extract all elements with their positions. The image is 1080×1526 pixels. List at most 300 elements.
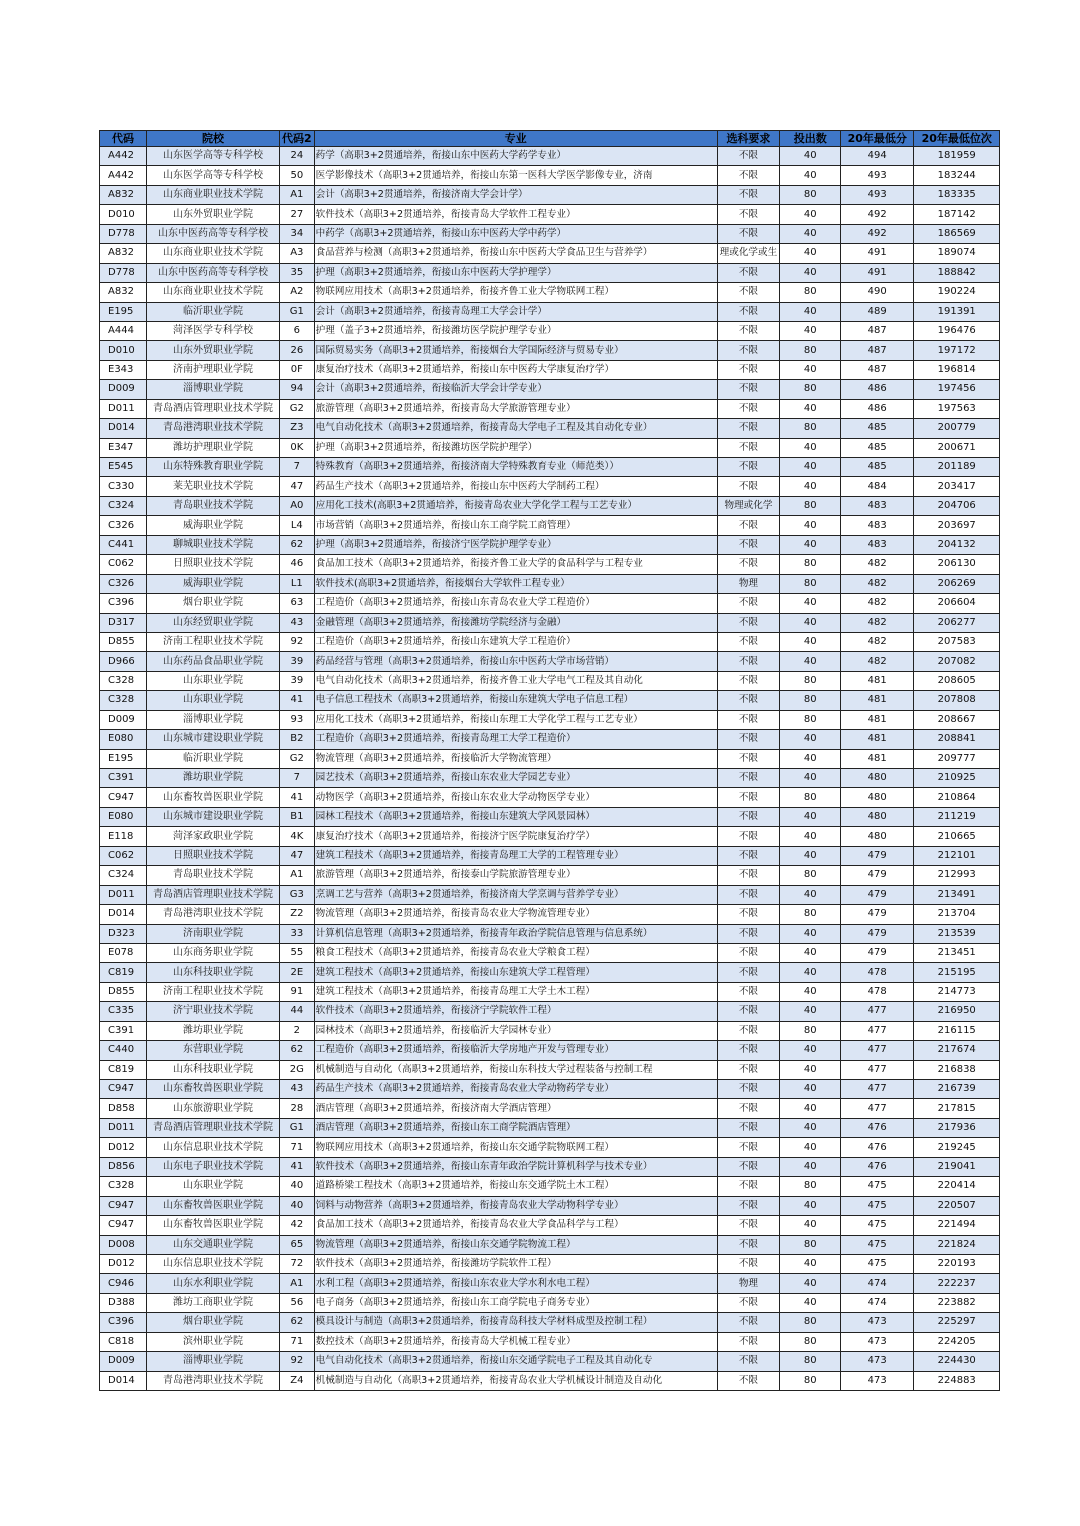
header-school: 院校 [147,131,280,147]
cell-code2: G2 [280,749,315,768]
cell-major: 药学（高职3+2贯通培养，衔接山东中医药大学药学专业） [314,147,717,166]
cell-code: D009 [100,1352,147,1371]
cell-code2: 62 [280,535,315,554]
cell-code2: 7 [280,458,315,477]
cell-code: C946 [100,1274,147,1293]
table-row [100,477,1000,496]
table-row [100,1138,1000,1157]
cell-major: 工程造价（高职3+2贯通培养，衔接山东建筑大学工程造价） [314,632,717,651]
cell-code2: B2 [280,730,315,749]
cell-code: D011 [100,399,147,418]
cell-subject-requirement: 不限 [717,1254,780,1273]
cell-min-rank: 207082 [914,652,1000,671]
header-code2: 代码2 [280,131,315,147]
cell-subject-requirement: 不限 [717,1293,780,1312]
table-row [100,574,1000,593]
cell-min-score: 478 [841,982,914,1001]
cell-code2: 46 [280,555,315,574]
cell-major: 物流管理（高职3+2贯通培养，衔接临沂大学物流管理） [314,749,717,768]
cell-code: C324 [100,866,147,885]
cell-school: 青岛职业技术学院 [147,866,280,885]
table-body [100,147,1000,1391]
cell-min-rank: 208605 [914,671,1000,690]
cell-min-rank: 221494 [914,1216,1000,1235]
cell-min-rank: 206277 [914,613,1000,632]
table-row [100,1080,1000,1099]
cell-quota: 40 [780,516,841,535]
cell-major: 电气自动化技术（高职3+2贯通培养，衔接山东交通学院电子工程及其自动化专 [314,1352,717,1371]
cell-code2: 4K [280,827,315,846]
cell-school: 滨州职业学院 [147,1332,280,1351]
cell-school: 日照职业技术学院 [147,555,280,574]
cell-quota: 80 [780,1313,841,1332]
cell-min-score: 487 [841,321,914,340]
cell-quota: 40 [780,1041,841,1060]
cell-min-rank: 212993 [914,866,1000,885]
cell-school: 青岛港湾职业技术学院 [147,1371,280,1390]
cell-quota: 80 [780,555,841,574]
cell-major: 酒店管理（高职3+2贯通培养，衔接济南大学酒店管理） [314,1099,717,1118]
cell-school: 青岛酒店管理职业技术学院 [147,399,280,418]
cell-min-rank: 224430 [914,1352,1000,1371]
cell-major: 建筑工程技术（高职3+2贯通培养，衔接山东建筑大学工程管理） [314,963,717,982]
cell-subject-requirement: 不限 [717,1196,780,1215]
cell-quota: 40 [780,613,841,632]
cell-school: 山东科技职业学院 [147,1060,280,1079]
cell-subject-requirement: 不限 [717,1235,780,1254]
table-row [100,846,1000,865]
cell-school: 山东中医药高等专科学校 [147,263,280,282]
cell-subject-requirement: 不限 [717,283,780,302]
cell-quota: 40 [780,438,841,457]
cell-min-rank: 188842 [914,263,1000,282]
cell-quota: 80 [780,283,841,302]
cell-code2: 41 [280,1157,315,1176]
cell-min-rank: 213704 [914,905,1000,924]
cell-school: 淄博职业学院 [147,710,280,729]
cell-min-score: 473 [841,1352,914,1371]
cell-code: A442 [100,147,147,166]
cell-school: 山东畜牧兽医职业学院 [147,1080,280,1099]
table-row [100,1254,1000,1273]
table-row [100,399,1000,418]
cell-code: C391 [100,769,147,788]
cell-min-score: 482 [841,574,914,593]
table-row [100,1216,1000,1235]
cell-school: 山东商务职业学院 [147,943,280,962]
cell-subject-requirement: 不限 [717,555,780,574]
cell-code2: A1 [280,866,315,885]
cell-code: A832 [100,185,147,204]
cell-quota: 80 [780,671,841,690]
cell-school: 山东信息职业技术学院 [147,1254,280,1273]
cell-code2: A0 [280,496,315,515]
cell-subject-requirement: 不限 [717,1002,780,1021]
cell-school: 青岛港湾职业技术学院 [147,419,280,438]
cell-quota: 40 [780,982,841,1001]
table-row [100,419,1000,438]
cell-code: D014 [100,419,147,438]
cell-code2: B1 [280,807,315,826]
cell-min-score: 484 [841,477,914,496]
cell-school: 济南职业学院 [147,924,280,943]
cell-subject-requirement: 不限 [717,1041,780,1060]
cell-school: 山东外贸职业学院 [147,205,280,224]
cell-min-score: 491 [841,263,914,282]
cell-school: 烟台职业学院 [147,1313,280,1332]
cell-code: C391 [100,1021,147,1040]
cell-major: 计算机信息管理（高职3+2贯通培养，衔接青年政治学院信息管理与信息系统） [314,924,717,943]
cell-quota: 80 [780,1177,841,1196]
cell-school: 威海职业学院 [147,516,280,535]
cell-subject-requirement: 不限 [717,769,780,788]
cell-major: 建筑工程技术（高职3+2贯通培养，衔接青岛理工大学的工程管理专业） [314,846,717,865]
cell-code: D323 [100,924,147,943]
cell-major: 物流管理（高职3+2贯通培养，衔接青岛农业大学物流管理专业） [314,905,717,924]
cell-min-score: 475 [841,1216,914,1235]
cell-code2: 62 [280,1041,315,1060]
cell-min-score: 494 [841,147,914,166]
table-row [100,885,1000,904]
cell-quota: 40 [780,147,841,166]
cell-code: D778 [100,224,147,243]
cell-subject-requirement: 不限 [717,846,780,865]
cell-code: D966 [100,652,147,671]
cell-subject-requirement: 不限 [717,905,780,924]
table-row [100,496,1000,515]
cell-quota: 40 [780,535,841,554]
cell-subject-requirement: 不限 [717,1080,780,1099]
cell-code2: 92 [280,1352,315,1371]
cell-code2: 71 [280,1138,315,1157]
cell-quota: 80 [780,341,841,360]
cell-min-score: 486 [841,380,914,399]
cell-code: D317 [100,613,147,632]
cell-code2: 43 [280,1080,315,1099]
cell-code2: 26 [280,341,315,360]
table-row [100,710,1000,729]
cell-code2: 6 [280,321,315,340]
cell-subject-requirement: 不限 [717,1060,780,1079]
cell-min-rank: 191391 [914,302,1000,321]
cell-subject-requirement: 不限 [717,943,780,962]
cell-quota: 80 [780,185,841,204]
cell-code2: 39 [280,652,315,671]
cell-major: 软件技术（高职3+2贯通培养，衔接山东青年政治学院计算机科学与技术专业） [314,1157,717,1176]
cell-code: D855 [100,982,147,1001]
admissions-table [99,130,1000,1391]
cell-quota: 80 [780,905,841,924]
cell-quota: 40 [780,632,841,651]
table-row [100,982,1000,1001]
table-row [100,1118,1000,1137]
cell-subject-requirement: 不限 [717,827,780,846]
cell-code: D011 [100,1118,147,1137]
cell-school: 山东城市建设职业学院 [147,807,280,826]
cell-school: 山东特殊教育职业学院 [147,458,280,477]
cell-school: 山东畜牧兽医职业学院 [147,1216,280,1235]
cell-code: D011 [100,885,147,904]
cell-code2: 40 [280,1196,315,1215]
cell-school: 山东职业学院 [147,691,280,710]
cell-min-rank: 216739 [914,1080,1000,1099]
cell-min-rank: 186569 [914,224,1000,243]
cell-min-score: 475 [841,1196,914,1215]
cell-school: 山东信息职业技术学院 [147,1138,280,1157]
table-row [100,866,1000,885]
cell-major: 会计（高职3+2贯通培养，衔接青岛理工大学会计学） [314,302,717,321]
table-row [100,205,1000,224]
cell-code: C947 [100,1216,147,1235]
cell-major: 园林技术（高职3+2贯通培养，衔接临沂大学园林专业） [314,1021,717,1040]
table-row [100,185,1000,204]
cell-min-score: 482 [841,613,914,632]
cell-code: C328 [100,1177,147,1196]
cell-school: 威海职业学院 [147,574,280,593]
cell-subject-requirement: 不限 [717,399,780,418]
cell-subject-requirement: 不限 [717,730,780,749]
cell-major: 医学影像技术（高职3+2贯通培养，衔接山东第一医科大学医学影像专业，济南 [314,166,717,185]
cell-subject-requirement: 不限 [717,516,780,535]
cell-major: 软件技术（高职3+2贯通培养，衔接青岛大学软件工程专业） [314,205,717,224]
cell-quota: 40 [780,827,841,846]
cell-subject-requirement: 物理或化学 [717,496,780,515]
cell-code: C326 [100,516,147,535]
cell-major: 药品生产技术（高职3+2贯通培养，衔接青岛农业大学动物药学专业） [314,1080,717,1099]
table-row [100,1332,1000,1351]
cell-min-rank: 222237 [914,1274,1000,1293]
cell-subject-requirement: 不限 [717,458,780,477]
cell-code2: 55 [280,943,315,962]
cell-quota: 40 [780,1138,841,1157]
cell-subject-requirement: 不限 [717,1021,780,1040]
cell-quota: 40 [780,321,841,340]
cell-min-rank: 206604 [914,594,1000,613]
cell-quota: 40 [780,730,841,749]
cell-school: 临沂职业学院 [147,302,280,321]
cell-quota: 40 [780,963,841,982]
cell-subject-requirement: 不限 [717,749,780,768]
cell-min-score: 480 [841,788,914,807]
table-row [100,1157,1000,1176]
cell-subject-requirement: 不限 [717,341,780,360]
cell-min-rank: 196476 [914,321,1000,340]
cell-code2: A3 [280,244,315,263]
cell-min-rank: 197172 [914,341,1000,360]
cell-code: D014 [100,1371,147,1390]
cell-major: 药品经营与管理（高职3+2贯通培养，衔接山东中医药大学市场营销） [314,652,717,671]
cell-code: E078 [100,943,147,962]
cell-code: C062 [100,846,147,865]
cell-code2: G3 [280,885,315,904]
cell-major: 道路桥梁工程技术（高职3+2贯通培养，衔接山东交通学院土木工程） [314,1177,717,1196]
cell-school: 山东药品食品职业学院 [147,652,280,671]
cell-subject-requirement: 不限 [717,652,780,671]
cell-code: D010 [100,341,147,360]
cell-code2: 91 [280,982,315,1001]
cell-min-score: 490 [841,283,914,302]
cell-school: 潍坊工商职业学院 [147,1293,280,1312]
cell-code: E118 [100,827,147,846]
cell-subject-requirement: 不限 [717,419,780,438]
cell-subject-requirement: 不限 [717,691,780,710]
cell-min-rank: 210665 [914,827,1000,846]
cell-subject-requirement: 不限 [717,321,780,340]
cell-code: E343 [100,360,147,379]
cell-major: 特殊教育（高职3+2贯通培养，衔接济南大学特殊教育专业（师范类）） [314,458,717,477]
cell-quota: 40 [780,749,841,768]
cell-school: 聊城职业技术学院 [147,535,280,554]
cell-school: 山东畜牧兽医职业学院 [147,1196,280,1215]
cell-min-rank: 181959 [914,147,1000,166]
table-row [100,905,1000,924]
table-row [100,1371,1000,1390]
cell-min-rank: 207808 [914,691,1000,710]
cell-code2: 65 [280,1235,315,1254]
cell-major: 电气自动化技术（高职3+2贯通培养，衔接齐鲁工业大学电气工程及其自动化 [314,671,717,690]
table-row [100,1041,1000,1060]
cell-quota: 40 [780,1293,841,1312]
cell-min-score: 473 [841,1371,914,1390]
table-row [100,263,1000,282]
header-subject-requirement: 选科要求 [717,131,780,147]
cell-code: C328 [100,691,147,710]
cell-major: 动物医学（高职3+2贯通培养，衔接山东农业大学动物医学专业） [314,788,717,807]
cell-min-rank: 220193 [914,1254,1000,1273]
table-row [100,1293,1000,1312]
cell-code: C947 [100,1080,147,1099]
cell-min-score: 479 [841,885,914,904]
table-row [100,963,1000,982]
table-row [100,1352,1000,1371]
cell-min-rank: 201189 [914,458,1000,477]
cell-min-rank: 216838 [914,1060,1000,1079]
table-row [100,632,1000,651]
cell-quota: 80 [780,496,841,515]
cell-min-score: 481 [841,691,914,710]
cell-code: C947 [100,788,147,807]
cell-school: 山东旅游职业学院 [147,1099,280,1118]
cell-min-rank: 213451 [914,943,1000,962]
cell-school: 山东商业职业技术学院 [147,283,280,302]
cell-code: A444 [100,321,147,340]
cell-major: 饲料与动物营养（高职3+2贯通培养，衔接青岛农业大学动物科学专业） [314,1196,717,1215]
cell-code2: G2 [280,399,315,418]
cell-major: 物联网应用技术（高职3+2贯通培养，衔接齐鲁工业大学物联网工程） [314,283,717,302]
cell-code: C947 [100,1196,147,1215]
cell-min-score: 473 [841,1313,914,1332]
cell-major: 会计（高职3+2贯通培养，衔接临沂大学会计学专业） [314,380,717,399]
cell-major: 园林工程技术（高职3+2贯通培养，衔接山东建筑大学风景园林） [314,807,717,826]
cell-code2: L4 [280,516,315,535]
cell-subject-requirement: 不限 [717,866,780,885]
cell-code2: 92 [280,632,315,651]
cell-min-rank: 219245 [914,1138,1000,1157]
cell-code: C062 [100,555,147,574]
cell-subject-requirement: 不限 [717,224,780,243]
cell-min-rank: 210864 [914,788,1000,807]
cell-min-rank: 223882 [914,1293,1000,1312]
cell-school: 青岛酒店管理职业技术学院 [147,1118,280,1137]
table-row [100,1021,1000,1040]
cell-min-score: 479 [841,866,914,885]
cell-min-score: 474 [841,1293,914,1312]
cell-min-score: 492 [841,205,914,224]
cell-school: 山东医学高等专科学校 [147,147,280,166]
cell-quota: 40 [780,807,841,826]
cell-quota: 40 [780,458,841,477]
cell-subject-requirement: 不限 [717,1332,780,1351]
cell-code: C330 [100,477,147,496]
cell-code: A832 [100,244,147,263]
table-row [100,1274,1000,1293]
cell-major: 国际贸易实务（高职3+2贯通培养，衔接烟台大学国际经济与贸易专业） [314,341,717,360]
cell-code: D009 [100,710,147,729]
cell-school: 潍坊护理职业学院 [147,438,280,457]
table-row [100,807,1000,826]
cell-min-score: 476 [841,1138,914,1157]
cell-code: E347 [100,438,147,457]
cell-min-rank: 221824 [914,1235,1000,1254]
cell-min-score: 486 [841,399,914,418]
cell-quota: 40 [780,1196,841,1215]
table-row [100,613,1000,632]
cell-major: 工程造价（高职3+2贯通培养，衔接青岛理工大学工程造价） [314,730,717,749]
cell-major: 护理（高职3+2贯通培养，衔接山东中医药大学护理学） [314,263,717,282]
cell-code2: 71 [280,1332,315,1351]
cell-code2: 2E [280,963,315,982]
cell-school: 山东职业学院 [147,671,280,690]
cell-subject-requirement: 不限 [717,263,780,282]
cell-major: 机械制造与自动化（高职3+2贯通培养，衔接山东科技大学过程装备与控制工程 [314,1060,717,1079]
cell-code: C440 [100,1041,147,1060]
cell-quota: 40 [780,846,841,865]
cell-quota: 80 [780,710,841,729]
cell-code: C396 [100,594,147,613]
cell-min-rank: 189074 [914,244,1000,263]
cell-min-rank: 197456 [914,380,1000,399]
cell-major: 软件技术（高职3+2贯通培养，衔接潍坊学院软件工程） [314,1254,717,1273]
cell-min-rank: 212101 [914,846,1000,865]
cell-code2: 93 [280,710,315,729]
cell-quota: 80 [780,380,841,399]
cell-code2: 41 [280,691,315,710]
cell-code: D010 [100,205,147,224]
cell-code: D012 [100,1138,147,1157]
table-row [100,458,1000,477]
cell-quota: 40 [780,1216,841,1235]
cell-min-rank: 213491 [914,885,1000,904]
cell-subject-requirement: 不限 [717,924,780,943]
cell-code: D012 [100,1254,147,1273]
cell-min-score: 481 [841,710,914,729]
cell-major: 康复治疗技术（高职3+2贯通培养，衔接济宁医学院康复治疗学） [314,827,717,846]
cell-code: C328 [100,671,147,690]
cell-code2: Z2 [280,905,315,924]
cell-quota: 80 [780,866,841,885]
cell-min-rank: 224205 [914,1332,1000,1351]
cell-major: 机械制造与自动化（高职3+2贯通培养，衔接青岛农业大学机械设计制造及自动化 [314,1371,717,1390]
cell-major: 园艺技术（高职3+2贯通培养，衔接山东农业大学园艺专业） [314,769,717,788]
cell-min-rank: 187142 [914,205,1000,224]
cell-major: 旅游管理（高职3+2贯通培养，衔接青岛大学旅游管理专业） [314,399,717,418]
cell-code: C819 [100,1060,147,1079]
cell-subject-requirement: 不限 [717,1371,780,1390]
cell-subject-requirement: 物理 [717,574,780,593]
header-min-rank: 20年最低位次 [914,131,1000,147]
cell-quota: 40 [780,477,841,496]
cell-school: 山东医学高等专科学校 [147,166,280,185]
